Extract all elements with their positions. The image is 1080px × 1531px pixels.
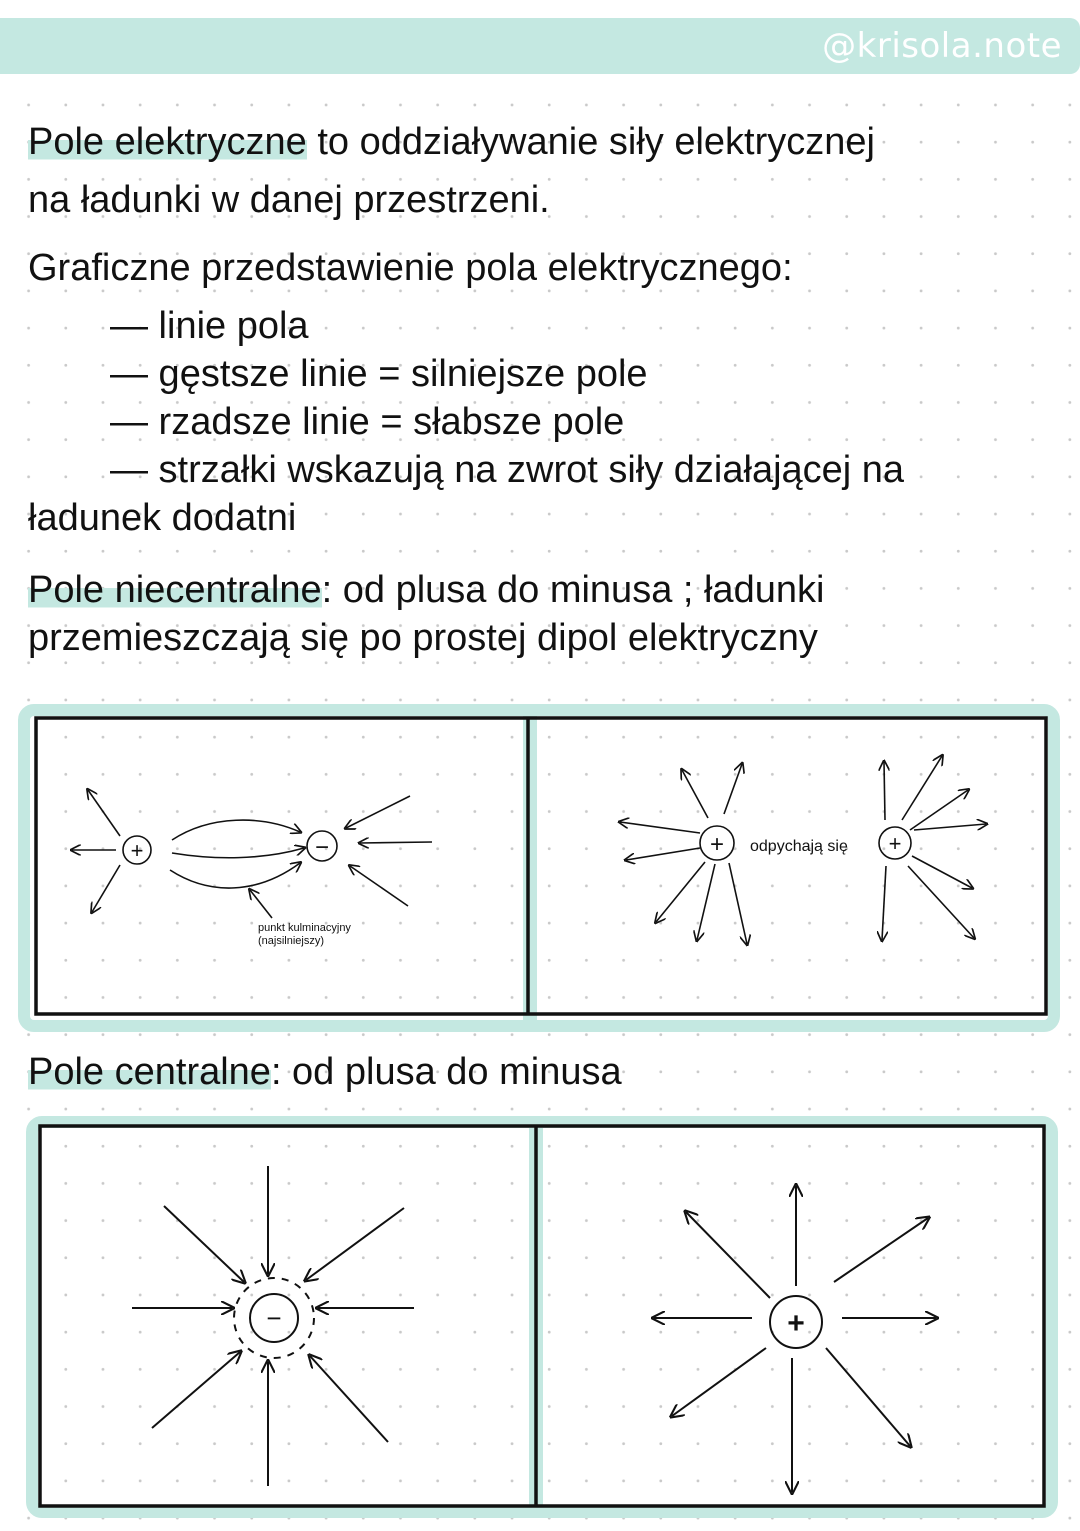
- graphic-heading: Graficzne przedstawienie pola elektrycznego:: [28, 247, 793, 289]
- noncentral-rest: : od plusa do minusa ; ładunki: [321, 569, 825, 611]
- list-item-tail: ładunek dodatni: [28, 497, 297, 539]
- frame: [36, 718, 1046, 1014]
- dipole-plus: +: [130, 838, 144, 863]
- central-rest: : od plusa do minusa: [270, 1051, 622, 1093]
- graphic-list: [28, 302, 904, 542]
- dipole-diagram: [72, 790, 432, 918]
- central-diagrams: [0, 1112, 1080, 1520]
- frame-highlight: [24, 710, 1054, 1026]
- list-item: — strzałki wskazują na zwrot siły działającej na: [110, 449, 905, 491]
- definition-rest: to oddziaływanie siły elektrycznej: [306, 121, 875, 163]
- noncentral-line-1: [28, 566, 824, 614]
- central-highlight: Pole centralne: [28, 1051, 271, 1093]
- list-item: — linie pola: [110, 305, 309, 347]
- repel-label: odpychają się: [750, 838, 848, 855]
- noncentral-highlight: Pole niecentralne: [28, 569, 322, 611]
- repel-plus-left: +: [709, 831, 725, 858]
- noncentral-line-2: przemieszczają się po prostej dipol elektryczny: [28, 617, 818, 659]
- central-line: [28, 1044, 622, 1101]
- noncentral-diagrams: [0, 700, 1080, 1036]
- definition-line-1: [28, 114, 875, 171]
- dipole-note-line-2: (najsilniejszy): [258, 935, 325, 947]
- definition-highlight: Pole elektryczne: [28, 121, 307, 163]
- negative-symbol: −: [266, 1303, 282, 1333]
- list-item: — gęstsze linie = silniejsze pole: [110, 353, 648, 395]
- list-item: — rzadsze linie = słabsze pole: [110, 401, 625, 443]
- dipole-minus: −: [314, 834, 330, 861]
- positive-symbol: +: [787, 1307, 805, 1340]
- repel-plus-right: +: [888, 831, 902, 856]
- dipole-note-line-1: punkt kulminacyjny: [258, 922, 351, 934]
- definition-line-2: na ładunki w danej przestrzeni.: [28, 179, 550, 221]
- watermark: @krisola.note: [822, 26, 1062, 66]
